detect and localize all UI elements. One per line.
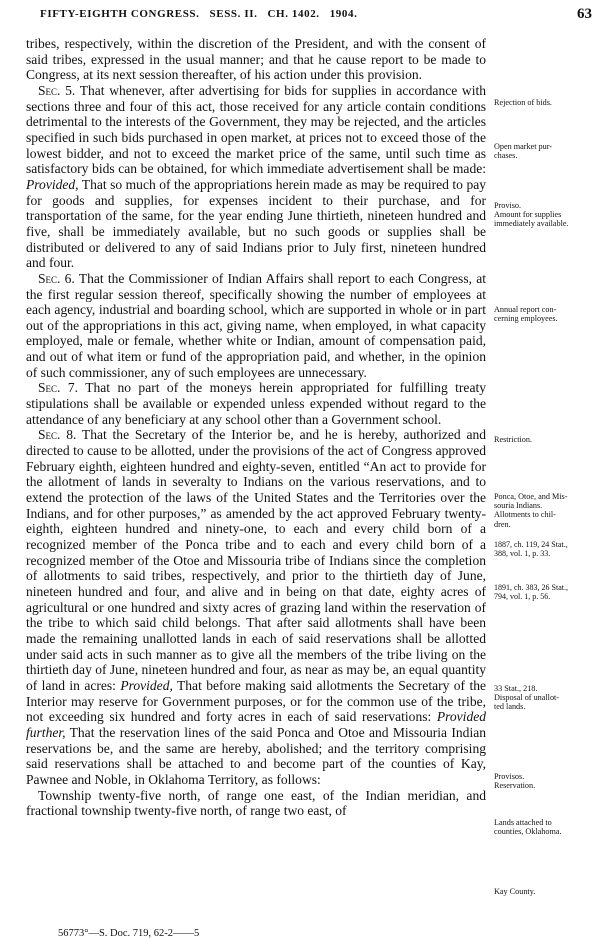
margin-note-disposal: 33 Stat., 218. Disposal of unallot- ted lands.: [494, 684, 560, 712]
margin-note-provisos: Provisos. Reservation.: [494, 772, 536, 791]
margin-note-ponca: Ponca, Otoe, and Mis- souria Indians. Allotments to chil- dren.: [494, 492, 568, 529]
section-5: Sec. 5. That whenever, after advertising for bids for supplies in accordance with sections three and four of this act, those received for any article contain conditions detrimental to the interests of the Government, they may be rejected, and the articles specified in such bids purchased in open market, at prices not to exceed those of the lowest bidder, and not to exceed the market price of the same, until such time as satisfactory bids can be obtained, for which immediate advertisement shall be made: Provided, That so much of the appropriations herein made as may be required to pay for goods and supplies, for expenses incident to their purchase, and for transportation of the same, for the year ending June thirtieth, nineteen hundred and five, shall be immediately available, but no such goods or supplies shall be distributed or delivered to any of said Indians prior to July first, nineteen hundred and four.: [26, 82, 487, 271]
margin-note-lands-attached: Lands attached to counties, Oklahoma.: [494, 818, 562, 837]
proviso-word: Provided,: [120, 677, 173, 693]
margin-note-cite-1891: 1891, ch. 383, 26 Stat., 794, vol. 1, p. 56.: [494, 583, 568, 602]
section-label: Sec. 6.: [38, 270, 75, 286]
paragraph-continued: tribes, respectively, within the discretion of the President, and with the consent of said tribes, expressed in the usual manner; and that he cause report to be made to Congress, at its next session thereafter, of his action under this provision.: [26, 36, 486, 83]
section-label: Sec. 7.: [38, 380, 79, 396]
margin-note-proviso: Proviso. Amount for supplies immediately available.: [494, 201, 569, 229]
margin-note-restriction: Restriction.: [494, 435, 532, 444]
page-header: [0, 6, 600, 26]
proviso-further-word: Provided further,: [26, 709, 486, 740]
paragraph-township: Township twenty-five north, of range one east, of the Indian meridian, and fractional township twenty-five north, of range two east, of: [26, 787, 486, 819]
section-label: Sec. 5.: [38, 82, 76, 98]
page-number: 63: [577, 6, 592, 22]
page-footer-signature: 56773°—S. Doc. 719, 62-2——5: [58, 928, 200, 939]
margin-note-annual-report: Annual report con- cerning employees.: [494, 305, 558, 324]
section-6: Sec. 6. That the Commissioner of Indian Affairs shall report to each Congress, at the first regular session thereof, specifically showing the number of employees at each agency, industrial and boarding school, which are supported in whole or in part out of the appropriations in this act, giving name, when employed, in what capacity employed, male or female, whether white or Indian, amount of compensation paid, and out of what item or fund of the appropriation paid, and whether, in the opinion of such commissioner, any of such employees are unnecessary.: [26, 270, 486, 380]
main-text: [26, 36, 486, 819]
proviso-word: Provided,: [26, 176, 79, 192]
section-8: Sec. 8. That the Secretary of the Interior be, and he is hereby, authorized and directed to cause to be allotted, under the provisions of the act of Congress approved February eighth, eighteen hundred and eighty-seven, entitled “An act to provide for the allotment of lands in severalty to Indians on the various reservations, and to extend the protection of the laws of the United States and the Territories over the Indians, and for other purposes,” as amended by the act approved February twenty-eighth, eighteen hundred and ninety-one, to each and every child born of a recognized member of the Ponca tribe and to each and every child born of a recognized member of the Otoe and Missouria tribe of Indians since the completion of allotments to said tribes, respectively, and prior to the thirtieth day of June, nineteen hundred and four, and alive and in being on that date, eighty acres of agricultural or one hundred and sixty acres of grazing land within the reservation of the tribe to which said child belongs. That after said allotments shall have been made the remaining unallotted lands in each of said reservations shall be allotted under said acts in such manner as to give all the members of the tribe living on the thirtieth day of June, nineteen hundred and four, as near as may be, an equal quantity of land in acres: Provided, That before making said allotments the Secretary of the Interior may reserve for Government purposes, or for the common use of the tribe, not exceeding six hundred and forty acres in each of said reservations: Provided further, That the reservation lines of the said Ponca and Otoe and Missouria Indian reservations be, and the same are hereby, abolished; and the territory comprising said reservations shall be attached to and become part of the counties of Kay, Pawnee and Noble, in Oklahoma Territory, as follows:: [26, 427, 487, 787]
margin-note-rejection: Rejection of bids.: [494, 98, 552, 107]
section-label: Sec. 8.: [38, 427, 77, 443]
margin-note-open-market: Open market pur- chases.: [494, 142, 553, 161]
section-7: Sec. 7. That no part of the moneys herein appropriated for fulfilling treaty stipulations shall be available or expended unless expended without regard to the attendance of any beneficiary at any school other than a Government school.: [26, 380, 486, 427]
margin-note-cite-1887: 1887, ch. 119, 24 Stat., 388, vol. 1, p. 33.: [494, 540, 568, 559]
running-head: FIFTY-EIGHTH CONGRESS. SESS. II. CH. 1402. 1904.: [40, 8, 358, 20]
margin-note-kay-county: Kay County.: [494, 887, 536, 896]
